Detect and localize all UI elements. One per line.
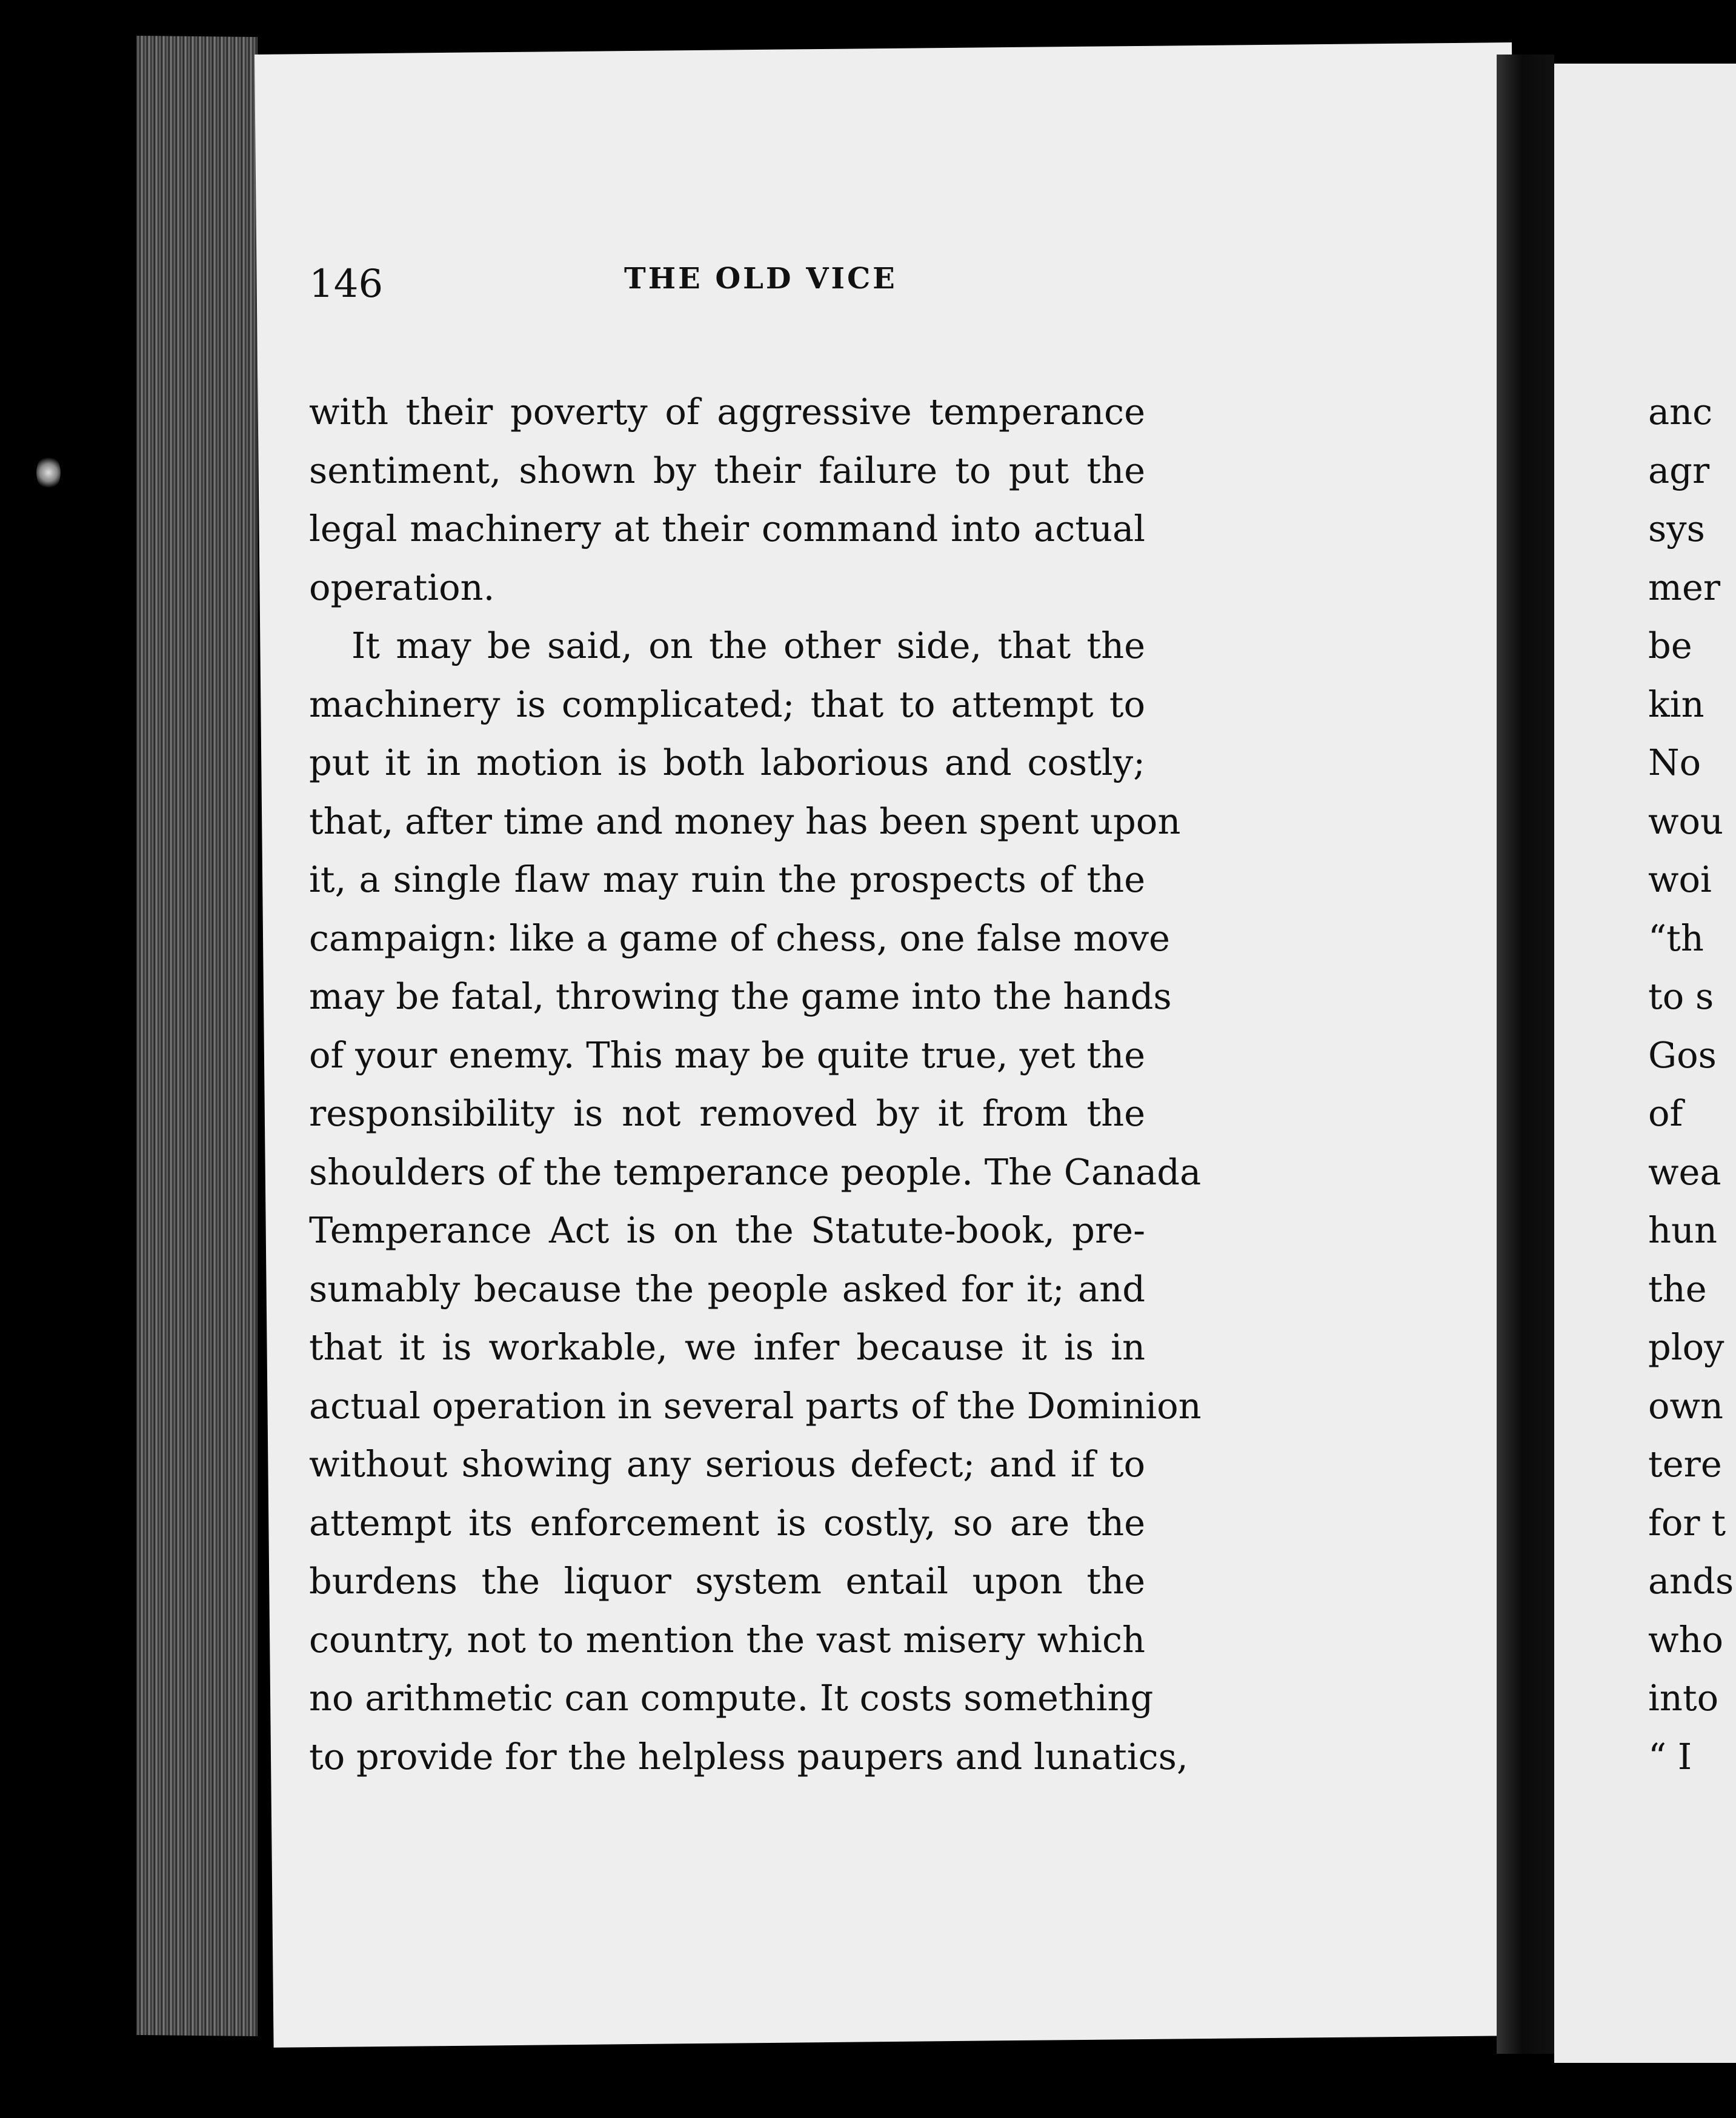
fragment-line: No [1648,742,1701,783]
page-number: 146 [309,262,384,307]
book-gutter [1497,55,1554,2054]
fragment-line: for t [1648,1501,1726,1544]
text-line: sentiment, shown by their failure to put the [309,449,1145,491]
text-line: responsibility is not removed by it from the [309,1092,1145,1134]
fragment-line: “th [1648,917,1704,959]
text-line: with their poverty of aggressive temperance [309,391,1145,433]
fragment-line: into [1648,1677,1719,1719]
fragment-line: tere [1648,1443,1722,1485]
page-edges [136,36,258,2036]
facing-page-fragments [1648,383,1734,1786]
fragment-line: hun [1648,1209,1717,1251]
fragment-line: be [1648,625,1692,666]
text-line: Temperance Act is on the Statute-book, pre- [309,1209,1145,1251]
fragment-line: “ I [1648,1735,1692,1778]
fragment-line: woi [1648,858,1712,900]
text-line: may be fatal, throwing the game into the hands [309,975,1172,1017]
running-head [309,262,1133,334]
fragment-line: wea [1648,1150,1721,1193]
chapter-title: THE OLD VICE [624,262,897,296]
fragment-line: of [1648,1092,1683,1134]
fragment-line: own [1648,1384,1724,1427]
text-line: country, not to mention the vast misery which [309,1618,1145,1661]
text-line: operation. [309,566,495,608]
fragment-line: wou [1648,800,1724,842]
fragment-line: the [1648,1267,1707,1310]
fragment-line: kin [1648,683,1704,725]
text-line: put it in motion is both laborious and costly; [309,742,1145,783]
text-line: without showing any serious defect; and if to [309,1443,1145,1485]
paragraph-2 [309,617,1202,1786]
text-line: It may be said, on the other side, that the [351,625,1145,666]
body-text [309,383,1202,1786]
text-line: no arithmetic can compute. It costs something [309,1677,1154,1719]
text-line: burdens the liquor system entail upon the [309,1560,1145,1602]
fragment-line: to s [1648,975,1714,1017]
text-line: machinery is complicated; that to attempt to [309,683,1145,725]
fragment-line: sys [1648,508,1705,549]
fragment-line: mer [1648,566,1721,608]
text-line: attempt its enforcement is costly, so are the [309,1501,1145,1544]
fragment-line: Gos [1648,1034,1717,1076]
text-line: legal machinery at their command into actual [309,508,1145,549]
text-line: shoulders of the temperance people. The Canada [309,1150,1202,1193]
dust-speck [36,454,61,491]
fragment-line: who [1648,1618,1724,1661]
text-line: sumably because the people asked for it; and [309,1267,1145,1310]
fragment-line: agr [1648,449,1710,491]
fragment-line: anc [1648,391,1713,433]
fragment-line: ands [1648,1560,1734,1602]
paragraph-1 [309,383,1145,617]
text-line: that it is workable, we infer because it is in [309,1326,1145,1368]
text-line: campaign: like a game of chess, one false move [309,917,1170,959]
fragment-line: ploy [1648,1326,1724,1368]
text-line: that, after time and money has been spent upon [309,800,1181,842]
text-line: to provide for the helpless paupers and lunatics, [309,1735,1188,1778]
text-line: actual operation in several parts of the Dominion [309,1384,1202,1427]
text-line: it, a single flaw may ruin the prospects of the [309,858,1145,900]
text-line: of your enemy. This may be quite true, yet the [309,1034,1145,1076]
